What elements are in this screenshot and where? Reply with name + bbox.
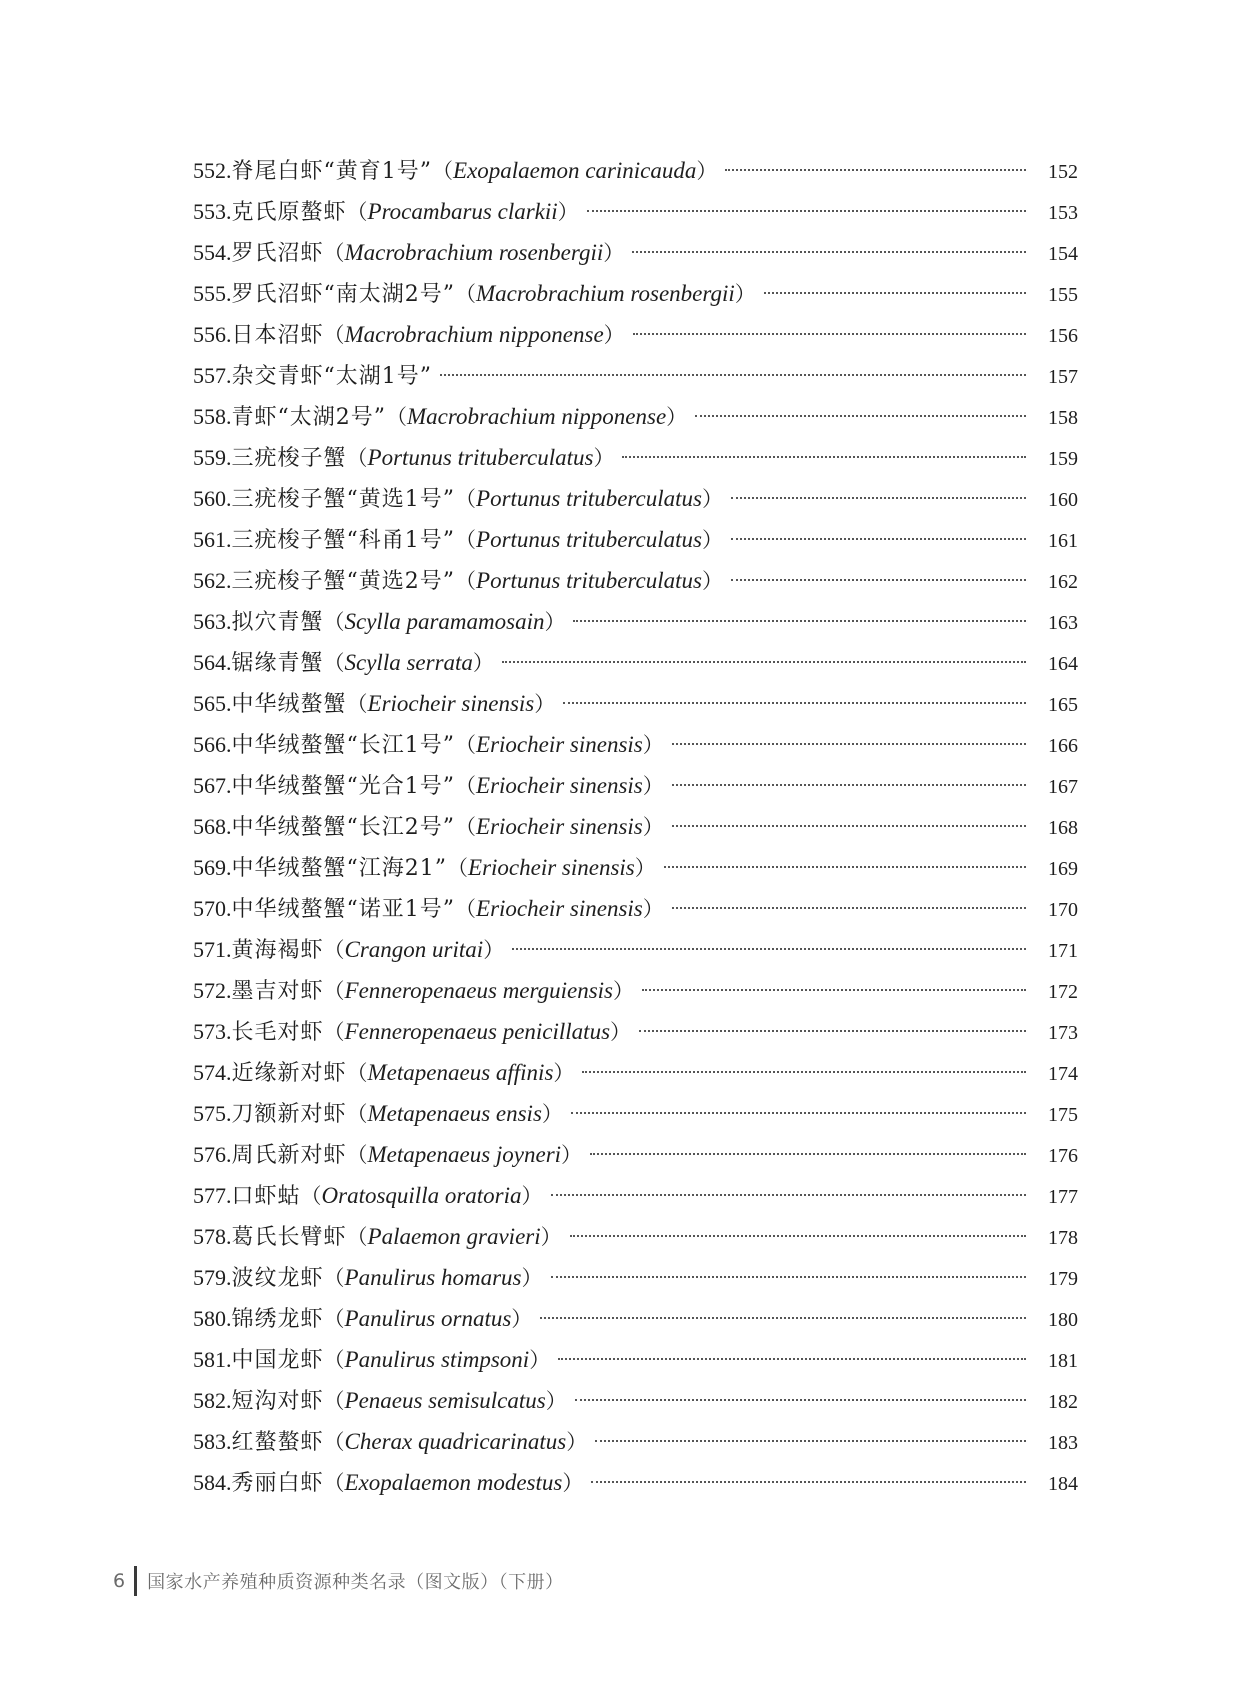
close-paren: ） [701,528,723,552]
entry-page-number: 170 [1048,899,1078,921]
toc-entry[interactable] [193,1216,1078,1257]
entry-common-name: 三疣梭子蟹 [231,569,347,594]
footer-book-title: 国家水产养殖种质资源种类名录（图文版）（下册） [147,1572,564,1593]
entry-page-number: 160 [1048,489,1078,511]
open-paren: （ [346,1061,368,1085]
entry-page-number: 181 [1048,1350,1078,1372]
close-paren: ） [701,569,723,593]
close-paren: ） [701,487,723,511]
dot-leader [622,456,1026,458]
dot-leader [731,538,1026,540]
entry-number: 568. [193,814,232,839]
close-paren: ） [472,651,494,675]
dot-leader [639,1030,1026,1032]
toc-entry[interactable] [193,232,1078,273]
open-paren: （ [432,159,454,183]
entry-page-number: 166 [1048,735,1078,757]
entry-common-name: 锦绣龙虾 [231,1307,324,1332]
table-of-contents [193,150,1078,1503]
close-paren: ） [545,1389,567,1413]
entry-number: 554. [193,240,232,265]
toc-entry[interactable] [193,642,1078,683]
entry-latin-name: Macrobrachium rosenbergii [476,281,735,306]
entry-latin-name: Palaemon gravieri [367,1224,541,1249]
toc-entry[interactable] [193,519,1078,560]
entry-number: 580. [193,1306,232,1331]
close-paren: ） [540,1225,562,1249]
entry-number: 555. [193,281,232,306]
entry-common-name: 脊尾白虾 [231,159,324,184]
footer-page-number: 6 [113,1570,126,1592]
dot-leader [571,1112,1026,1114]
entry-page-number: 176 [1048,1145,1078,1167]
entry-number: 552. [193,158,232,183]
toc-entry[interactable] [193,970,1078,1011]
entry-number: 576. [193,1142,232,1167]
entry-number: 565. [193,691,232,716]
entry-latin-name: Metapenaeus affinis [367,1060,554,1085]
entry-page-number: 155 [1048,284,1078,306]
close-paren: ） [562,1471,584,1495]
dot-leader [512,948,1026,950]
toc-entry[interactable] [193,765,1078,806]
open-paren: （ [455,733,477,757]
dot-leader [731,497,1026,499]
toc-entry[interactable] [193,806,1078,847]
entry-latin-name: Eriocheir sinensis [476,814,643,839]
entry-page-number: 167 [1048,776,1078,798]
close-paren: ） [696,159,718,183]
entry-number: 582. [193,1388,232,1413]
open-paren: （ [323,1430,345,1454]
entry-page-number: 165 [1048,694,1078,716]
dot-leader [587,210,1026,212]
entry-common-name: 日本沼虾 [231,323,324,348]
dot-leader [642,989,1026,991]
close-paren: ） [521,1184,543,1208]
dot-leader [591,1481,1026,1483]
toc-entry[interactable] [193,683,1078,724]
dot-leader [551,1194,1026,1196]
dot-leader [764,292,1026,294]
entry-cultivar-name: “太湖2号” [277,405,387,430]
toc-entry[interactable] [193,273,1078,314]
close-paren: ） [521,1266,543,1290]
entry-page-number: 161 [1048,530,1078,552]
close-paren: ） [603,241,625,265]
entry-page-number: 152 [1048,161,1078,183]
close-paren: ） [603,323,625,347]
close-paren: ） [557,200,579,224]
toc-entry[interactable] [193,1011,1078,1052]
dot-leader [695,415,1026,417]
entry-page-number: 158 [1048,407,1078,429]
dot-leader [573,620,1026,622]
close-paren: ） [642,897,664,921]
entry-latin-name: Eriocheir sinensis [468,855,635,880]
close-paren: ） [613,979,635,1003]
entry-common-name: 短沟对虾 [231,1389,324,1414]
entry-number: 558. [193,404,232,429]
entry-number: 563. [193,609,232,634]
dot-leader [664,866,1026,868]
entry-cultivar-name: “黄选1号” [346,487,456,512]
entry-page-number: 173 [1048,1022,1078,1044]
open-paren: （ [455,282,477,306]
entry-page-number: 163 [1048,612,1078,634]
entry-number: 560. [193,486,232,511]
entry-common-name: 克氏原螯虾 [231,200,347,225]
entry-cultivar-name: “黄育1号” [323,159,433,184]
open-paren: （ [455,897,477,921]
entry-common-name: 锯缘青蟹 [231,651,324,676]
entry-number: 584. [193,1470,232,1495]
entry-common-name: 罗氏沼虾 [231,282,324,307]
entry-latin-name: Macrobrachium nipponense [407,404,667,429]
close-paren: ） [642,815,664,839]
open-paren: （ [323,979,345,1003]
open-paren: （ [455,815,477,839]
entry-page-number: 178 [1048,1227,1078,1249]
entry-latin-name: Penaeus semisulcatus [344,1388,546,1413]
toc-entry[interactable] [193,478,1078,519]
entry-common-name: 三疣梭子蟹 [231,446,347,471]
entry-latin-name: Panulirus ornatus [344,1306,512,1331]
entry-number: 577. [193,1183,232,1208]
entry-common-name: 青虾 [231,405,278,430]
entry-page-number: 159 [1048,448,1078,470]
entry-cultivar-name: “太湖1号” [323,364,433,389]
entry-number: 564. [193,650,232,675]
entry-page-number: 182 [1048,1391,1078,1413]
entry-common-name: 中华绒螯蟹 [231,774,347,799]
toc-entry[interactable] [193,1339,1078,1380]
entry-page-number: 174 [1048,1063,1078,1085]
entry-latin-name: Exopalaemon carinicauda [453,158,697,183]
entry-number: 572. [193,978,232,1003]
entry-common-name: 三疣梭子蟹 [231,528,347,553]
open-paren: （ [323,610,345,634]
entry-cultivar-name: “长江2号” [346,815,456,840]
entry-common-name: 拟穴青蟹 [231,610,324,635]
entry-page-number: 172 [1048,981,1078,1003]
open-paren: （ [323,1266,345,1290]
dot-leader [558,1358,1026,1360]
open-paren: （ [346,1143,368,1167]
entry-latin-name: Eriocheir sinensis [476,773,643,798]
close-paren: ） [734,282,756,306]
entry-common-name: 葛氏长臂虾 [231,1225,347,1250]
toc-entry[interactable] [193,1257,1078,1298]
dot-leader [725,169,1026,171]
dot-leader [551,1276,1026,1278]
close-paren: ） [566,1430,588,1454]
entry-latin-name: Exopalaemon modestus [344,1470,563,1495]
close-paren: ） [544,610,566,634]
entry-page-number: 157 [1048,366,1078,388]
entry-number: 562. [193,568,232,593]
entry-latin-name: Portunus trituberculatus [367,445,594,470]
page-footer [113,1566,564,1596]
dot-leader [502,661,1026,663]
dot-leader [440,374,1026,376]
dot-leader [540,1317,1026,1319]
open-paren: （ [346,446,368,470]
entry-number: 566. [193,732,232,757]
toc-entry[interactable] [193,929,1078,970]
entry-cultivar-name: “南太湖2号” [323,282,456,307]
entry-latin-name: Crangon uritai [344,937,484,962]
close-paren: ） [634,856,656,880]
entry-latin-name: Procambarus clarkii [367,199,558,224]
dot-leader [672,743,1026,745]
dot-leader [672,825,1026,827]
entry-page-number: 156 [1048,325,1078,347]
entry-cultivar-name: “长江1号” [346,733,456,758]
entry-number: 581. [193,1347,232,1372]
close-paren: ） [529,1348,551,1372]
close-paren: ） [553,1061,575,1085]
entry-number: 570. [193,896,232,921]
toc-entry[interactable] [193,191,1078,232]
dot-leader [582,1071,1026,1073]
entry-page-number: 169 [1048,858,1078,880]
dot-leader [633,333,1026,335]
entry-number: 579. [193,1265,232,1290]
toc-entry[interactable] [193,560,1078,601]
entry-page-number: 171 [1048,940,1078,962]
toc-entry[interactable] [193,150,1078,191]
toc-entry[interactable] [193,355,1078,396]
entry-number: 561. [193,527,232,552]
entry-common-name: 墨吉对虾 [231,979,324,1004]
entry-number: 578. [193,1224,232,1249]
entry-latin-name: Oratosquilla oratoria [321,1183,522,1208]
entry-common-name: 刀额新对虾 [231,1102,347,1127]
entry-latin-name: Panulirus homarus [344,1265,522,1290]
entry-page-number: 179 [1048,1268,1078,1290]
entry-cultivar-name: “黄选2号” [346,569,456,594]
entry-page-number: 153 [1048,202,1078,224]
entry-page-number: 162 [1048,571,1078,593]
dot-leader [570,1235,1026,1237]
entry-common-name: 中国龙虾 [231,1348,324,1373]
footer-divider [134,1566,137,1596]
entry-common-name: 波纹龙虾 [231,1266,324,1291]
entry-number: 569. [193,855,232,880]
toc-entry[interactable] [193,1052,1078,1093]
entry-latin-name: Macrobrachium nipponense [344,322,604,347]
entry-page-number: 177 [1048,1186,1078,1208]
toc-entry[interactable] [193,1175,1078,1216]
dot-leader [590,1153,1026,1155]
entry-cultivar-name: “光合1号” [346,774,456,799]
open-paren: （ [323,1471,345,1495]
close-paren: ） [534,692,556,716]
close-paren: ） [593,446,615,470]
entry-latin-name: Eriocheir sinensis [476,732,643,757]
entry-common-name: 周氏新对虾 [231,1143,347,1168]
entry-common-name: 中华绒螯蟹 [231,692,347,717]
open-paren: （ [323,1307,345,1331]
entry-page-number: 184 [1048,1473,1078,1495]
dot-leader [632,251,1026,253]
toc-entry[interactable] [193,724,1078,765]
entry-number: 553. [193,199,232,224]
entry-cultivar-name: “科甬1号” [346,528,456,553]
entry-common-name: 中华绒螯蟹 [231,856,347,881]
close-paren: ） [561,1143,583,1167]
open-paren: （ [323,323,345,347]
open-paren: （ [455,528,477,552]
entry-number: 556. [193,322,232,347]
entry-number: 574. [193,1060,232,1085]
open-paren: （ [346,1102,368,1126]
close-paren: ） [511,1307,533,1331]
open-paren: （ [300,1184,322,1208]
entry-number: 575. [193,1101,232,1126]
entry-common-name: 罗氏沼虾 [231,241,324,266]
toc-entry[interactable] [193,1380,1078,1421]
entry-common-name: 长毛对虾 [231,1020,324,1045]
entry-common-name: 中华绒螯蟹 [231,815,347,840]
entry-latin-name: Eriocheir sinensis [476,896,643,921]
dot-leader [672,907,1026,909]
entry-common-name: 近缘新对虾 [231,1061,347,1086]
entry-number: 567. [193,773,232,798]
entry-latin-name: Portunus trituberculatus [476,527,702,552]
entry-page-number: 164 [1048,653,1078,675]
entry-number: 559. [193,445,232,470]
close-paren: ） [541,1102,563,1126]
dot-leader [672,784,1026,786]
entry-latin-name: Portunus trituberculatus [476,568,702,593]
entry-common-name: 秀丽白虾 [231,1471,324,1496]
dot-leader [575,1399,1026,1401]
entry-common-name: 红螯螯虾 [231,1430,324,1455]
close-paren: ） [666,405,688,429]
entry-number: 573. [193,1019,232,1044]
entry-common-name: 中华绒螯蟹 [231,733,347,758]
dot-leader [595,1440,1026,1442]
open-paren: （ [323,1348,345,1372]
dot-leader [563,702,1026,704]
entry-latin-name: Metapenaeus ensis [367,1101,542,1126]
open-paren: （ [455,569,477,593]
entry-latin-name: Metapenaeus joyneri [367,1142,562,1167]
open-paren: （ [346,1225,368,1249]
toc-entry[interactable] [193,888,1078,929]
entry-number: 571. [193,937,232,962]
entry-latin-name: Macrobrachium rosenbergii [344,240,604,265]
entry-common-name: 三疣梭子蟹 [231,487,347,512]
entry-page-number: 168 [1048,817,1078,839]
open-paren: （ [323,1020,345,1044]
toc-entry[interactable] [193,1421,1078,1462]
toc-entry[interactable] [193,396,1078,437]
toc-entry[interactable] [193,1462,1078,1503]
open-paren: （ [346,692,368,716]
open-paren: （ [346,200,368,224]
open-paren: （ [323,651,345,675]
entry-latin-name: Fenneropenaeus penicillatus [344,1019,611,1044]
entry-common-name: 杂交青虾 [231,364,324,389]
entry-cultivar-name: “江海21” [346,856,448,881]
open-paren: （ [386,405,408,429]
entry-page-number: 180 [1048,1309,1078,1331]
entry-common-name: 中华绒螯蟹 [231,897,347,922]
entry-latin-name: Fenneropenaeus merguiensis [344,978,614,1003]
toc-entry[interactable] [193,1298,1078,1339]
entry-cultivar-name: “诺亚1号” [346,897,456,922]
open-paren: （ [455,487,477,511]
entry-common-name: 黄海褐虾 [231,938,324,963]
entry-number: 583. [193,1429,232,1454]
open-paren: （ [455,774,477,798]
close-paren: ） [642,774,664,798]
entry-latin-name: Cherax quadricarinatus [344,1429,567,1454]
entry-page-number: 183 [1048,1432,1078,1454]
entry-number: 557. [193,363,232,388]
entry-page-number: 154 [1048,243,1078,265]
toc-entry[interactable] [193,1134,1078,1175]
entry-common-name: 口虾蛄 [231,1184,301,1209]
close-paren: ） [642,733,664,757]
open-paren: （ [447,856,469,880]
open-paren: （ [323,1389,345,1413]
entry-latin-name: Scylla paramamosain [344,609,545,634]
toc-entry[interactable] [193,1093,1078,1134]
toc-entry[interactable] [193,314,1078,355]
toc-entry[interactable] [193,601,1078,642]
dot-leader [731,579,1026,581]
entry-latin-name: Eriocheir sinensis [367,691,535,716]
open-paren: （ [323,938,345,962]
entry-latin-name: Portunus trituberculatus [476,486,702,511]
entry-page-number: 175 [1048,1104,1078,1126]
close-paren: ） [610,1020,632,1044]
entry-latin-name: Panulirus stimpsoni [344,1347,530,1372]
toc-entry[interactable] [193,847,1078,888]
toc-entry[interactable] [193,437,1078,478]
open-paren: （ [323,241,345,265]
entry-latin-name: Scylla serrata [344,650,473,675]
close-paren: ） [483,938,505,962]
